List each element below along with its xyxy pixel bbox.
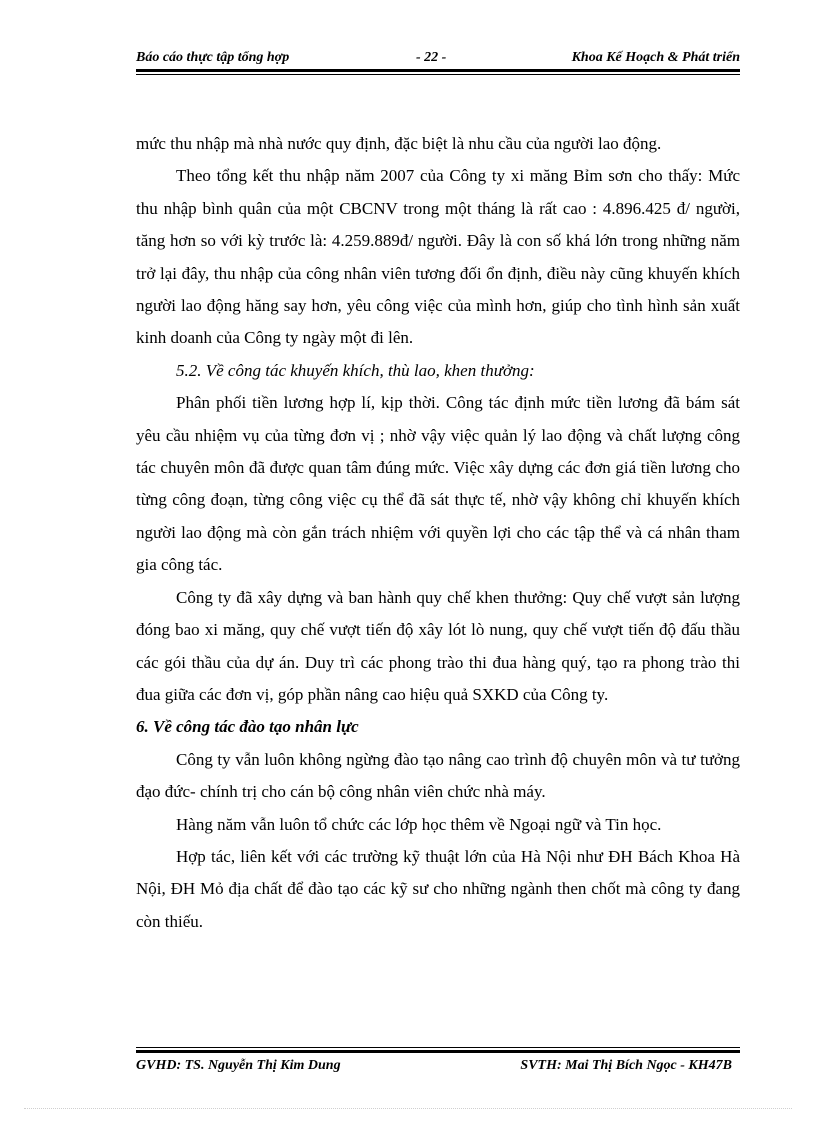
footer-student: SVTH: Mai Thị Bích Ngọc - KH47B [520,1058,732,1073]
header-rule-thick [136,69,740,72]
page-header [136,48,740,70]
footer-rule-thick [136,1050,740,1053]
page-bottom-edge [24,1108,792,1109]
page-footer [136,1058,740,1078]
subheading-5-2: 5.2. Về công tác khuyến khích, thù lao, khen thưởng: [176,360,535,380]
paragraph-university-cooperation: Hợp tác, liên kết với các trường kỹ thuật lớn của Hà Nội như ĐH Bách Khoa Hà Nội, ĐH Mỏ địa chất để đào tạo các kỹ sư cho những ngành then chốt mà công ty đang còn thiếu. [136,846,740,931]
footer-rule-thin [136,1047,740,1048]
paragraph-continuation: mức thu nhập mà nhà nước quy định, đặc biệt là nhu cầu của người lao động. [136,134,662,153]
footer-supervisor: GVHD: TS. Nguyễn Thị Kim Dung [136,1058,341,1073]
header-faculty: Khoa Kế Hoạch & Phát triển [571,50,740,65]
paragraph-income-summary: Theo tổng kết thu nhập năm 2007 của Công ty xi măng Bỉm sơn cho thấy: Mức thu nhập bình quân của một CBCNV trong một tháng là rất cao : 4.896.425 đ/ người, tăng hơn so với kỳ trước là: 4.259.889đ/ người. Đây là con số khá lớn trong những năm trở lại đây, thu nhập của công nhân viên tương đối ổn định, điều này cũng khuyến khích người lao động hăng say hơn, yêu công việc của mình hơn, giúp cho tình hình sản xuất kinh doanh của Công ty ngày một đi lên. [136,166,740,348]
paragraph-training: Công ty vẫn luôn không ngừng đào tạo nâng cao trình độ chuyên môn và tư tưởng đạo đức- chính trị cho cán bộ công nhân viên chức nhà máy. [136,749,740,802]
paragraph-reward-rules: Công ty đã xây dựng và ban hành quy chế khen thưởng: Quy chế vượt sản lượng đóng bao xi măng, quy chế vượt tiến độ xây lót lò nung, quy chế vượt tiến độ đấu thầu các gói thầu của dự án. Duy trì các phong trào thi đua hàng quý, tạo ra phong trào thi đua giữa các đơn vị, góp phần nâng cao hiệu quả SXKD của Công ty. [136,587,740,704]
paragraph-language-it-classes: Hàng năm vẫn luôn tổ chức các lớp học thêm về Ngoại ngữ và Tin học. [176,814,662,834]
paragraph-salary-distribution: Phân phối tiền lương hợp lí, kịp thời. Công tác định mức tiền lương đã bám sát yêu cầu nhiệm vụ của từng đơn vị ; nhờ vậy việc quản lý lao động và chất lượng công tác chuyên môn đã được quan tâm đúng mức. Việc xây dựng các đơn giá tiền lương cho từng công đoạn, từng công việc cụ thể đã sát thực tế, nhờ vậy không chỉ khuyến khích người lao động mà còn gắn trách nhiệm với quyền lợi cho các tập thể và cá nhân tham gia công tác. [136,393,740,575]
header-rule-thin [136,74,740,75]
page-number: - 22 - [416,50,447,65]
page-body [136,128,740,938]
section-heading-6: 6. Về công tác đào tạo nhân lực [136,717,359,737]
header-report-title: Báo cáo thực tập tổng hợp [136,50,290,65]
